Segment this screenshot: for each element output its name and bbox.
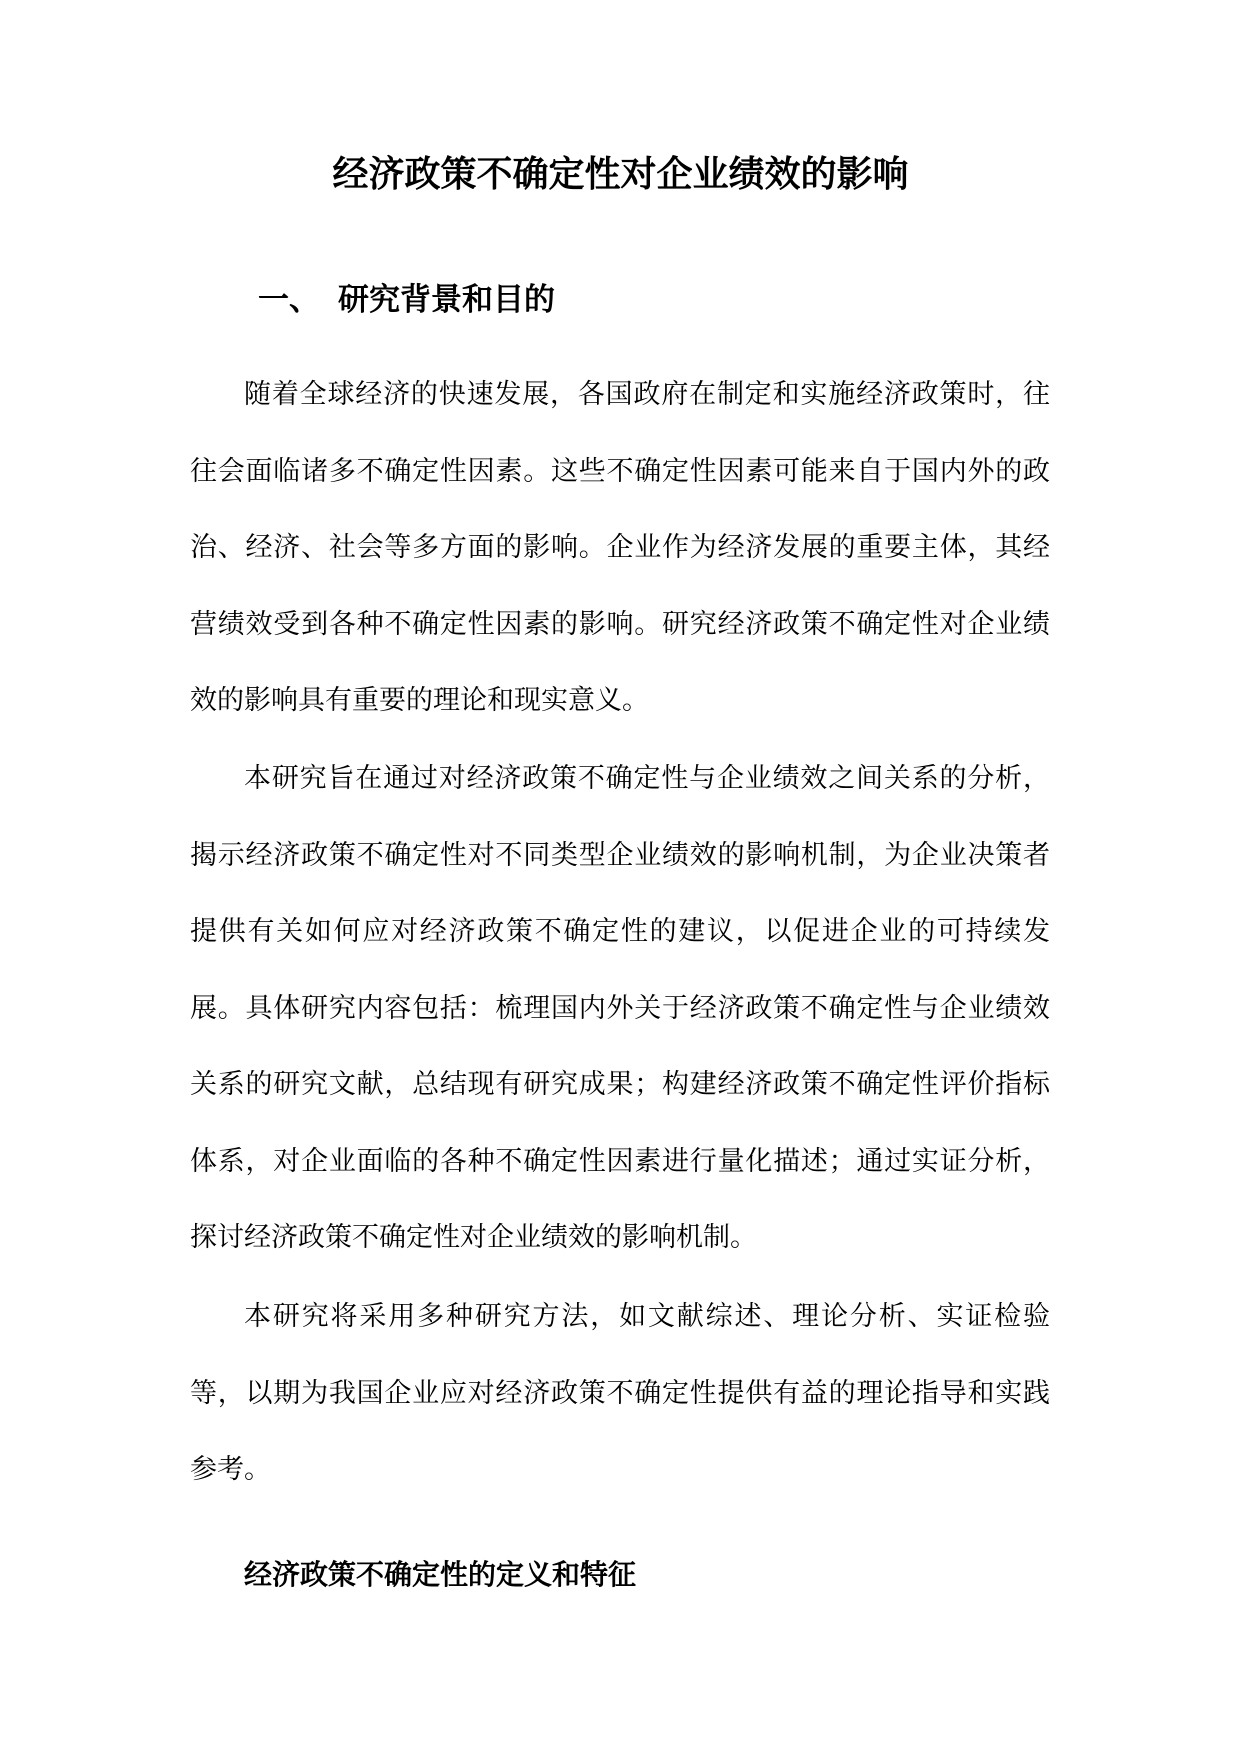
body-paragraph: 随着全球经济的快速发展，各国政府在制定和实施经济政策时，往往会面临诸多不确定性因素。这些不确定性因素可能来自于国内外的政治、经济、社会等多方面的影响。企业作为经济发展的重要主体，其经营绩效受到各种不确定性因素的影响。研究经济政策不确定性对企业绩效的影响具有重要的理论和现实意义。 [190, 379, 1050, 716]
section-heading [258, 276, 555, 324]
section-heading-text: 研究背景和目的 [338, 282, 555, 318]
section-number: 一、 [258, 282, 320, 318]
document-title: 经济政策不确定性对企业绩效的影响 [332, 153, 909, 195]
body-paragraph: 本研究将采用多种研究方法，如文献综述、理论分析、实证检验等，以期为我国企业应对经济政策不确定性提供有益的理论指导和实践参考。 [190, 1301, 1050, 1485]
body-paragraph: 本研究旨在通过对经济政策不确定性与企业绩效之间关系的分析，揭示经济政策不确定性对不同类型企业绩效的影响机制，为企业决策者提供有关如何应对经济政策不确定性的建议，以促进企业的可持续发展。具体研究内容包括：梳理国内外关于经济政策不确定性与企业绩效关系的研究文献，总结现有研究成果；构建经济政策不确定性评价指标体系，对企业面临的各种不确定性因素进行量化描述；通过实证分析，探讨经济政策不确定性对企业绩效的影响机制。 [190, 763, 1050, 1253]
subsection-heading: 经济政策不确定性的定义和特征 [244, 1558, 637, 1591]
